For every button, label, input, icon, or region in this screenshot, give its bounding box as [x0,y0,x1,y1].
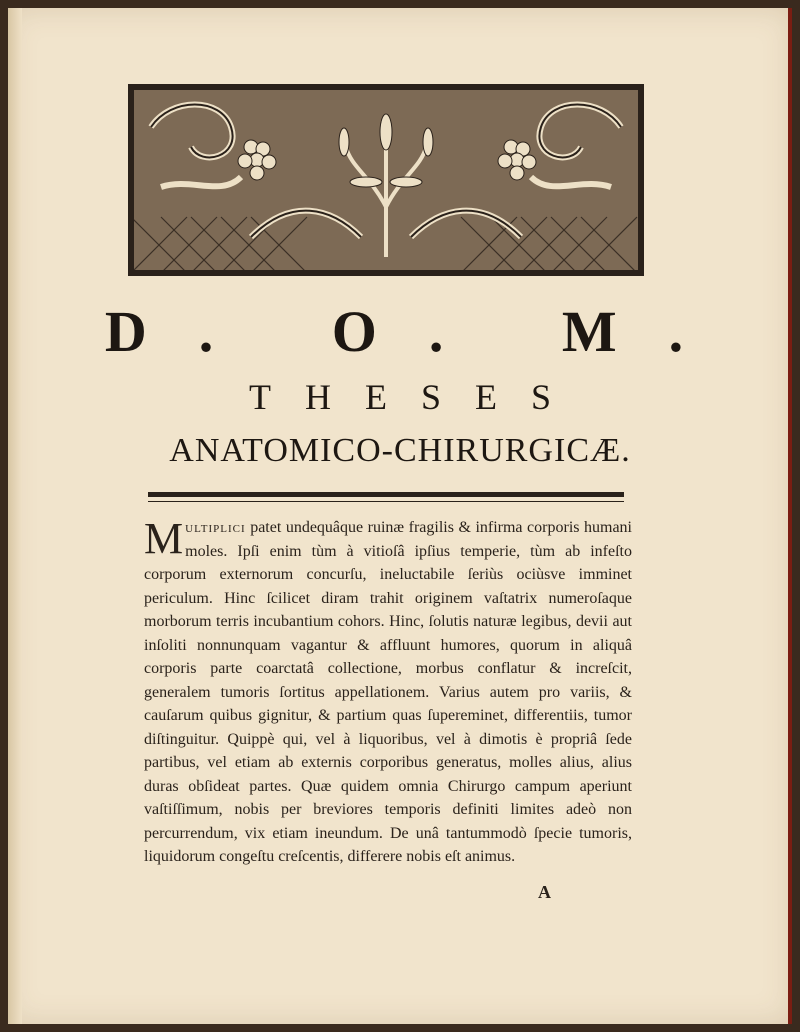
body-paragraph [144,516,632,869]
theses-heading: THESES [248,377,585,417]
paragraph-text: patet undequâque ruinæ fragilis & infirma corporis humani moles. Ipſi enim tùm à vitioſâ ipſius temperie, tùm ab infeſto corporum externorum concurſu, ineluctabile ſeriùs ociùsve imminet periculum. Hinc ſcilicet diram trahit originem vaſtatrix numeroſaque morborum terris incubantium cohors. Hinc, ſolutis naturæ legibus, devii aut inſoliti nonnunquam vagantur & affluunt humores, quorum in aliquâ corporis parte coarctatâ collectione, morbus conflatur & increſcit, generalem tumoris ſortitus appellationem. Varius autem pro variis, & cauſarum quibus gignitur, & partium quas ſupereminet, differentiis, tumor diſtinguitur. Quippè qui, vel à liquoribus, vel à dimotis è propriâ ſede partibus, vel etiam ab externis corporibus generatus, molles alius, alius duras obſideat partes. Quæ quidem omnia Chirurgo campum aperiunt vaſtiſſimum, nobis per breviores temporis definiti limites adeò non percurrendum, vix etiam ineundum. De unâ tantummodò ſpecie tumoris, liquidorum congeſtu creſcentis, differere nobis eſt animus. [144,519,633,865]
page-edge [788,8,792,1024]
signature-mark: A [538,882,551,902]
drop-cap: M [144,514,184,563]
page-gutter [8,8,22,1024]
first-word: ultiplici [185,519,246,536]
divider-rule [148,492,624,502]
floral-vignette-icon [128,84,644,276]
dom-heading: D. O. M. [104,299,736,364]
subtitle-heading: ANATOMICO-CHIRURGICÆ. [169,432,631,469]
page [8,8,792,1024]
